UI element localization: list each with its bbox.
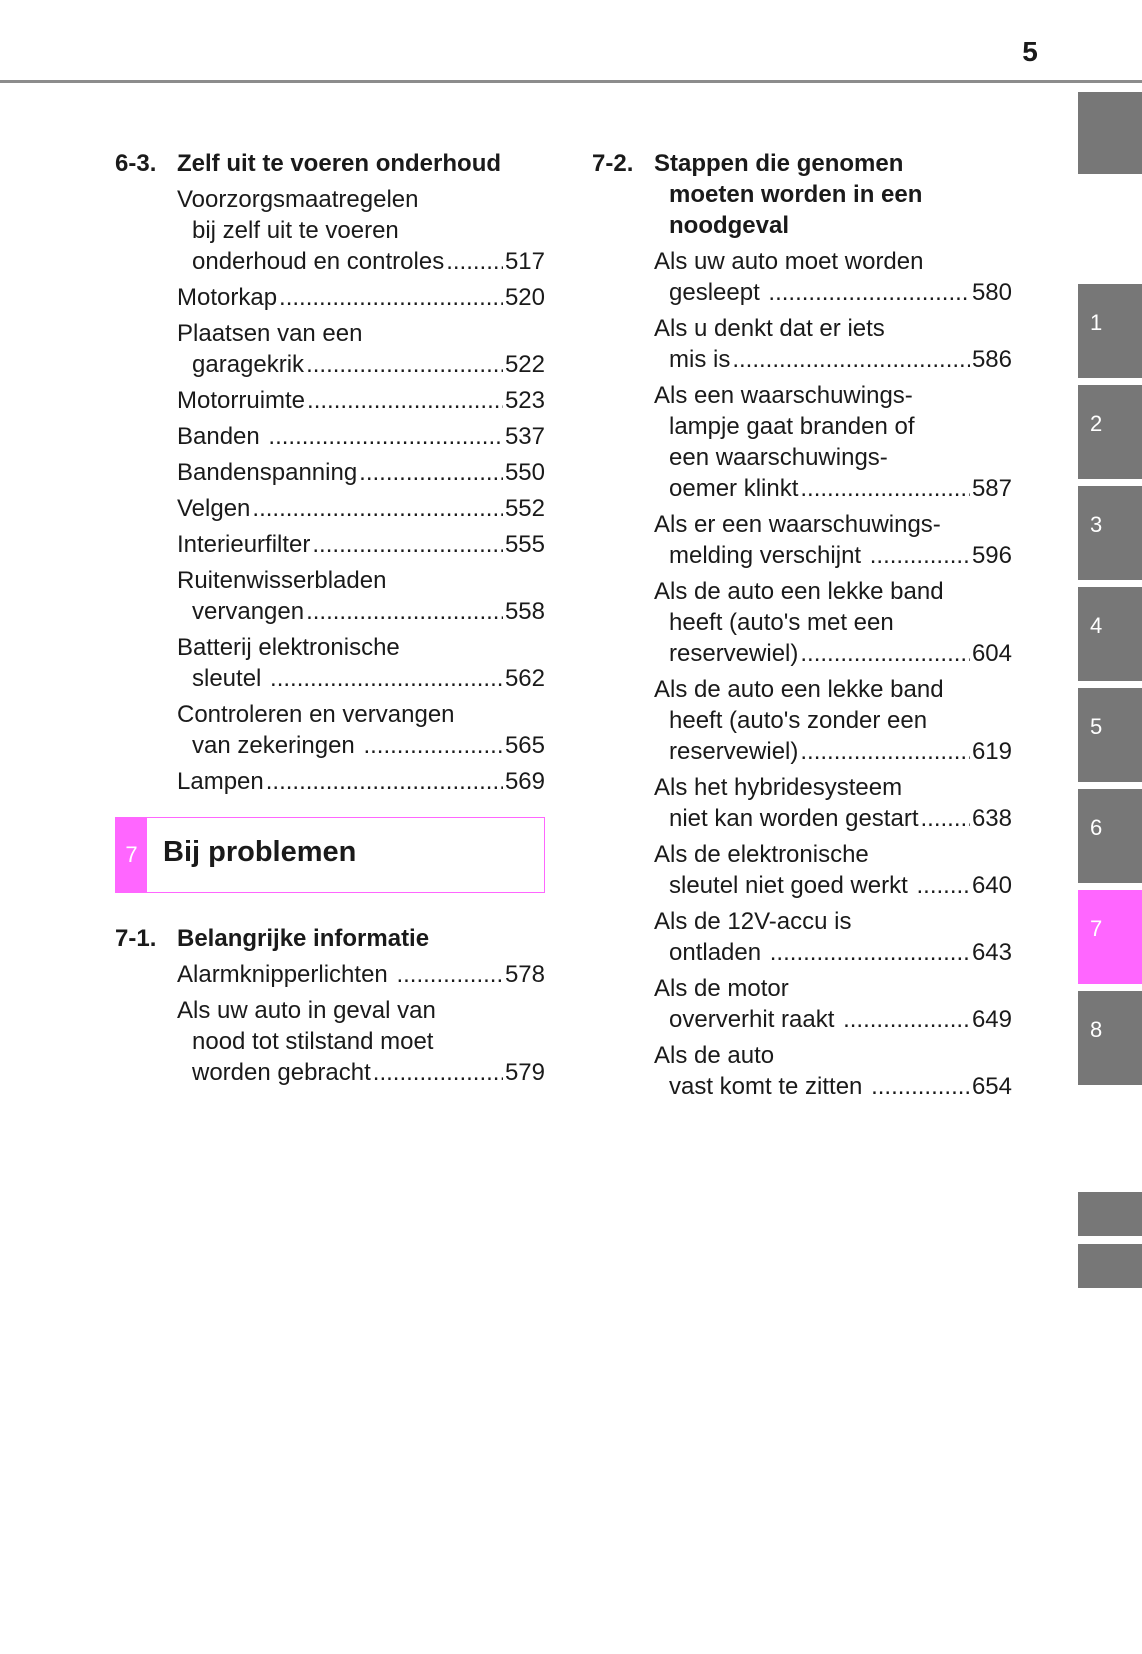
chapter-tab-6[interactable]: [1078, 789, 1142, 883]
dot-leader: [363, 730, 503, 761]
dot-leader: [843, 1004, 970, 1035]
page-reference: 569: [504, 768, 545, 795]
toc-entry[interactable]: [177, 184, 545, 277]
chapter-tab-blank-top: [1078, 92, 1142, 174]
dot-leader: [920, 803, 969, 834]
toc-entry-text: Motorruimte: [177, 387, 306, 414]
page-reference: 638: [971, 805, 1012, 832]
chapter-tab-label: 3: [1090, 512, 1103, 537]
toc-entry-leader-line: [177, 493, 545, 524]
toc-entry-text-line: Als het hybridesysteem: [654, 774, 903, 801]
toc-entry-text: sleutel niet goed werkt: [669, 872, 915, 899]
toc-entry[interactable]: [177, 632, 545, 694]
page-reference: 565: [504, 732, 545, 759]
toc-entry[interactable]: [654, 313, 1012, 375]
toc-entry-text: oververhit raakt: [669, 1006, 842, 1033]
chapter-tab-4[interactable]: [1078, 587, 1142, 681]
toc-entry-text: van zekeringen: [192, 732, 362, 759]
page-reference: 552: [504, 495, 545, 522]
toc-entry-leader-line: [654, 473, 1012, 504]
section-title-line: Stappen die genomen: [654, 150, 904, 177]
page-number: 5: [1022, 36, 1038, 67]
section-title: Zelf uit te voeren onderhoud: [177, 150, 502, 177]
dot-leader: [373, 1057, 503, 1088]
toc-entry-list: [592, 246, 1012, 1102]
toc-entry-leader-line: [177, 596, 545, 627]
toc-entry-text-line: Als er een waarschuwings-: [654, 511, 941, 538]
section-heading-7-2: [592, 148, 1012, 241]
chapter-tab-label: 5: [1090, 714, 1103, 739]
chapter-tab-7[interactable]: [1078, 890, 1142, 984]
dot-leader: [871, 1071, 970, 1102]
toc-entry-leader-line: [654, 736, 1012, 767]
chapter-tab-2[interactable]: [1078, 385, 1142, 479]
toc-entry-text: gesleept: [669, 279, 767, 306]
toc-entry[interactable]: [177, 565, 545, 627]
dot-leader: [800, 736, 970, 767]
toc-entry[interactable]: [654, 772, 1012, 834]
toc-entry-leader-line: [654, 344, 1012, 375]
toc-entry[interactable]: [654, 973, 1012, 1035]
toc-entry[interactable]: [654, 380, 1012, 504]
toc-entry[interactable]: [177, 529, 545, 560]
toc-entry-text-line: Als een waarschuwings-: [654, 382, 913, 409]
toc-entry-leader-line: [177, 663, 545, 694]
page-reference: 649: [971, 1006, 1012, 1033]
toc-entry-text-line: Controleren en vervangen: [177, 701, 455, 728]
toc-entry[interactable]: [177, 318, 545, 380]
page-reference: 555: [504, 531, 545, 558]
page-reference: 586: [971, 346, 1012, 373]
header-rule: [0, 80, 1142, 83]
toc-entry-text: Bandenspanning: [177, 459, 358, 486]
toc-entry-text-line: Als de elektronische: [654, 841, 869, 868]
toc-entry-text-line: lampje gaat branden of: [669, 413, 915, 440]
toc-entry-text: vervangen: [192, 598, 305, 625]
page-reference: 604: [971, 640, 1012, 667]
dot-leader: [800, 473, 970, 504]
page-reference: 537: [504, 423, 545, 450]
toc-entry-text-line: Als uw auto in geval van: [177, 997, 436, 1024]
toc-entry[interactable]: [177, 699, 545, 761]
toc-entry-text-line: bij zelf uit te voeren: [192, 217, 399, 244]
toc-entry-text-line: Ruitenwisserbladen: [177, 567, 387, 594]
section-number: 6-3.: [115, 150, 157, 177]
dot-leader: [396, 959, 503, 990]
dot-leader: [870, 540, 970, 571]
toc-entry-leader-line: [177, 282, 545, 313]
dot-leader: [312, 529, 503, 560]
toc-entry-leader-line: [654, 1071, 1012, 1102]
page-reference: 523: [504, 387, 545, 414]
toc-entry-text: garagekrik: [192, 351, 305, 378]
toc-entry-leader-line: [177, 730, 545, 761]
page-reference: 587: [971, 475, 1012, 502]
toc-entry-text: Alarmknipperlichten: [177, 961, 395, 988]
toc-entry-leader-line: [177, 457, 545, 488]
toc-entry-text: oemer klinkt: [669, 475, 799, 502]
toc-entry[interactable]: [654, 839, 1012, 901]
toc-entry-leader-line: [177, 246, 545, 277]
toc-entry-leader-line: [177, 385, 545, 416]
dot-leader: [279, 282, 503, 313]
page-reference: 517: [504, 248, 545, 275]
toc-entry-text-line: Batterij elektronische: [177, 634, 400, 661]
toc-entry[interactable]: [654, 246, 1012, 308]
chapter-tab-5[interactable]: [1078, 688, 1142, 782]
section-title-line: moeten worden in een: [669, 181, 923, 208]
toc-entry-text: worden gebracht: [192, 1059, 371, 1086]
chapter-tab-3[interactable]: [1078, 486, 1142, 580]
dot-leader: [768, 277, 970, 308]
chapter-tab-label: 6: [1090, 815, 1103, 840]
toc-entry[interactable]: [177, 282, 545, 313]
dot-leader: [252, 493, 503, 524]
chapter-tab-8[interactable]: [1078, 991, 1142, 1085]
dot-leader: [732, 344, 970, 375]
toc-entry-leader-line: [654, 870, 1012, 901]
toc-entry-text: melding verschijnt: [669, 542, 868, 569]
chapter-tab-label: 8: [1090, 1017, 1103, 1042]
toc-entry-text-line: heeft (auto's met een: [669, 609, 894, 636]
page-reference: 522: [504, 351, 545, 378]
toc-entry-leader-line: [177, 529, 545, 560]
page-reference: 596: [971, 542, 1012, 569]
toc-entry-text-line: Als de auto een lekke band: [654, 676, 944, 703]
page-reference: 640: [971, 872, 1012, 899]
toc-entry-text: niet kan worden gestart: [669, 805, 919, 832]
section-title: [654, 148, 1012, 241]
toc-entry-text-line: Plaatsen van een: [177, 320, 363, 347]
page-reference: 580: [971, 279, 1012, 306]
toc-entry-leader-line: [177, 1057, 545, 1088]
index-tab-b[interactable]: [1078, 1244, 1142, 1288]
page-reference: 578: [504, 961, 545, 988]
toc-entry-text: reservewiel): [669, 640, 799, 667]
toc-entry-text-line: Als de 12V-accu is: [654, 908, 852, 935]
toc-entry-leader-line: [654, 540, 1012, 571]
toc-entry-list: [115, 184, 545, 797]
toc-entry-text: Interieurfilter: [177, 531, 311, 558]
toc-entry-text: vast komt te zitten: [669, 1073, 870, 1100]
section-title: Belangrijke informatie: [177, 925, 430, 952]
section-number: 7-1.: [115, 925, 157, 952]
toc-entry-text-line: nood tot stilstand moet: [192, 1028, 434, 1055]
chapter-tab-label: 2: [1090, 411, 1103, 436]
toc-entry[interactable]: [177, 421, 545, 452]
toc-entry-text-line: Als de auto een lekke band: [654, 578, 944, 605]
page-reference: 558: [504, 598, 545, 625]
dot-leader: [270, 663, 503, 694]
toc-entry-text-line: Als de motor: [654, 975, 789, 1002]
toc-entry-leader-line: [654, 1004, 1012, 1035]
toc-entry-text: mis is: [669, 346, 731, 373]
toc-entry-text: Lampen: [177, 768, 264, 795]
dot-leader: [307, 385, 503, 416]
toc-entry-text: Banden: [177, 423, 267, 450]
page-reference: 654: [971, 1073, 1012, 1100]
toc-entry-text-line: Als uw auto moet worden: [654, 248, 924, 275]
toc-entry[interactable]: [177, 995, 545, 1088]
toc-entry[interactable]: [177, 766, 545, 797]
toc-entry[interactable]: [654, 576, 1012, 669]
chapter-title: Bij problemen: [163, 836, 357, 868]
toc-entry-leader-line: [177, 766, 545, 797]
toc-entry-text: sleutel: [192, 665, 269, 692]
toc-entry-text-line: een waarschuwings-: [669, 444, 888, 471]
toc-entry[interactable]: [654, 1040, 1012, 1102]
toc-entry-text: Motorkap: [177, 284, 278, 311]
toc-entry-leader-line: [177, 421, 545, 452]
chapter-number-badge: 7: [116, 818, 147, 892]
chapter-header: [115, 817, 545, 893]
toc-entry-text-line: Als u denkt dat er iets: [654, 315, 885, 342]
toc-entry-list: [115, 959, 545, 1088]
toc-entry[interactable]: [177, 493, 545, 524]
section-heading-6-3: [115, 148, 545, 179]
toc-entry-leader-line: [654, 638, 1012, 669]
dot-leader: [359, 457, 503, 488]
toc-entry-leader-line: [654, 277, 1012, 308]
toc-entry[interactable]: [177, 385, 545, 416]
toc-entry-leader-line: [177, 349, 545, 380]
toc-entry-text-line: Als de auto: [654, 1042, 775, 1069]
section-heading-7-1: [115, 923, 545, 954]
toc-entry[interactable]: [177, 457, 545, 488]
toc-entry-leader-line: [654, 937, 1012, 968]
page-reference: 579: [504, 1059, 545, 1086]
chapter-tab-label: 1: [1090, 310, 1103, 335]
toc-entry-text: ontladen: [669, 939, 768, 966]
toc-entry-leader-line: [177, 959, 545, 990]
chapter-tab-label: 7: [1090, 916, 1103, 941]
page-reference: 550: [504, 459, 545, 486]
dot-leader: [446, 246, 503, 277]
toc-entry-text: onderhoud en controles: [192, 248, 445, 275]
toc-entry-text-line: Voorzorgsmaatregelen: [177, 186, 419, 213]
page-reference: 619: [971, 738, 1012, 765]
section-number: 7-2.: [592, 150, 634, 177]
toc-entry[interactable]: [177, 959, 545, 990]
toc-entry-text-line: heeft (auto's zonder een: [669, 707, 928, 734]
toc-entry[interactable]: [654, 509, 1012, 571]
dot-leader: [306, 349, 503, 380]
page-reference: 520: [504, 284, 545, 311]
toc-right-column: [592, 148, 1012, 1107]
page-reference: 643: [971, 939, 1012, 966]
toc-left-column: [115, 148, 545, 1093]
dot-leader: [916, 870, 969, 901]
dot-leader: [770, 937, 970, 968]
chapter-tab-label: 4: [1090, 613, 1103, 638]
toc-entry-text: reservewiel): [669, 738, 799, 765]
dot-leader: [266, 766, 503, 797]
dot-leader: [800, 638, 970, 669]
dot-leader: [268, 421, 503, 452]
section-title-line: noodgeval: [669, 212, 790, 239]
toc-entry[interactable]: [654, 906, 1012, 968]
chapter-tab-1[interactable]: [1078, 284, 1142, 378]
index-tab-a[interactable]: [1078, 1192, 1142, 1236]
toc-entry-text: Velgen: [177, 495, 251, 522]
dot-leader: [306, 596, 503, 627]
toc-entry[interactable]: [654, 674, 1012, 767]
toc-entry-leader-line: [654, 803, 1012, 834]
page-reference: 562: [504, 665, 545, 692]
